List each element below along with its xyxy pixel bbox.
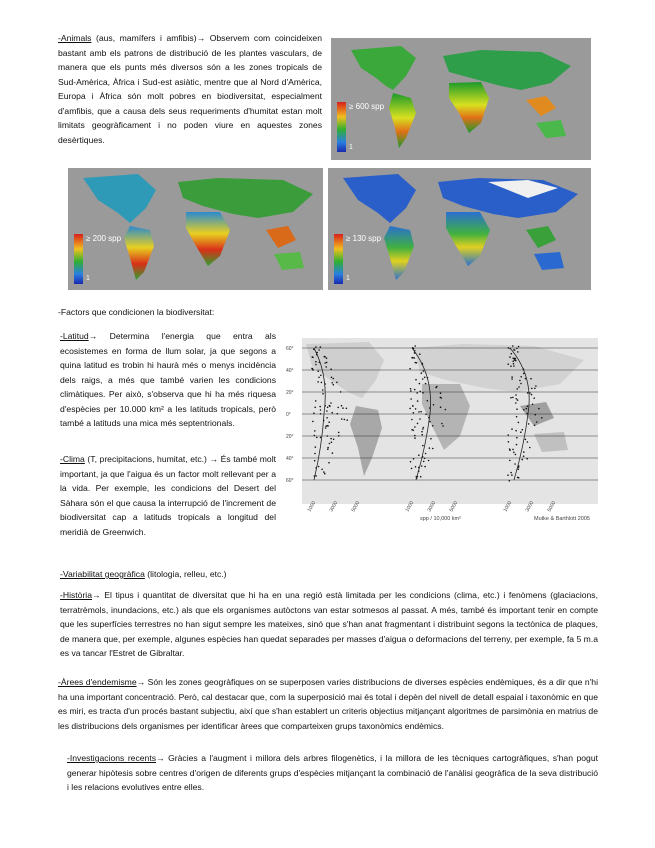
chart-point: [535, 414, 537, 416]
chart-point: [517, 351, 519, 353]
chart-point: [411, 419, 413, 421]
chart-point: [523, 451, 525, 453]
clima-paragraph: [60, 452, 276, 539]
chart-point: [411, 468, 413, 470]
chart-point: [317, 381, 319, 383]
chart-point: [509, 356, 511, 358]
chart-point: [528, 423, 530, 425]
chart-point: [320, 413, 322, 415]
chart-point: [516, 437, 518, 439]
birds-legend-max: ≥ 600 spp: [349, 102, 385, 111]
chart-point: [440, 397, 442, 399]
mammals-richness-map: [68, 168, 323, 290]
chart-point: [318, 466, 320, 468]
chart-point: [441, 423, 443, 425]
chart-point: [325, 366, 327, 368]
mammals-legend-max: ≥ 200 spp: [86, 234, 122, 243]
historia-paragraph: [60, 588, 598, 661]
chart-point: [507, 363, 509, 365]
clima-text: (T, precipitacions, humitat, etc.) → És també molt important, ja que l'aigua és un factor molt rellevant per a la vida. Per exemple, les condicions del Desert del Sàhara són el que causa la interrupció de l'increment de biodiversitat cap a latituds tropicals a longitud del meridià de Greenwich.: [60, 454, 276, 537]
chart-x-tick: 5000: [350, 500, 362, 513]
chart-point: [440, 406, 442, 408]
chart-point: [423, 427, 425, 429]
chart-point: [321, 469, 323, 471]
chart-point: [530, 378, 532, 380]
chart-point: [413, 458, 415, 460]
chart-point: [424, 377, 426, 379]
chart-point: [520, 383, 522, 385]
chart-point: [517, 399, 519, 401]
chart-point: [423, 461, 425, 463]
chart-point: [423, 370, 425, 372]
chart-point: [319, 406, 321, 408]
chart-x-tick: 3000: [328, 500, 340, 513]
chart-point: [314, 435, 316, 437]
amphibians-legend-max: ≥ 130 spp: [346, 234, 382, 243]
chart-point: [436, 386, 438, 388]
chart-point: [418, 454, 420, 456]
investigacions-paragraph: [67, 751, 598, 795]
chart-point: [336, 382, 338, 384]
chart-point: [536, 421, 538, 423]
chart-point: [422, 445, 424, 447]
chart-point: [321, 382, 323, 384]
amphibians-legend-min: 1: [346, 275, 350, 282]
chart-point: [432, 448, 434, 450]
chart-point: [315, 346, 317, 348]
investigacions-text: → Gràcies a l'augment i millora dels arbres filogenètics, i la millora de les tècniques cartogràfiques, s'han pogut generar hipòtesis sobre centres d'origen de diferents grups d'espècies mitjançant la combinació de l'anàlisi geogràfica de la seva distribució i les relacions evolutives entre elles.: [67, 753, 598, 792]
chart-point: [421, 372, 423, 374]
chart-point: [422, 378, 424, 380]
chart-point: [346, 408, 348, 410]
chart-point: [346, 419, 348, 421]
chart-point: [421, 465, 423, 467]
chart-point: [317, 371, 319, 373]
chart-point: [312, 357, 314, 359]
chart-point: [515, 358, 517, 360]
chart-point: [330, 438, 332, 440]
chart-point: [541, 417, 543, 419]
chart-credit: Mutke & Barthlott 2005: [534, 516, 590, 522]
chart-point: [414, 345, 416, 347]
chart-x-tick: 1000: [404, 500, 416, 513]
chart-point: [311, 368, 313, 370]
chart-point: [527, 392, 529, 394]
chart-point: [314, 430, 316, 432]
chart-point: [413, 412, 415, 414]
chart-y-tick: 60°: [286, 346, 294, 352]
chart-point: [429, 447, 431, 449]
birds-legend-min: 1: [349, 144, 353, 151]
chart-y-tick: 40°: [286, 456, 294, 462]
chart-point: [324, 362, 326, 364]
factors-heading: -Factors que condicionen la biodiversitat:: [58, 307, 215, 317]
chart-point: [513, 365, 515, 367]
chart-x-label: spp / 10,000 km²: [420, 516, 461, 522]
historia-text: → El tipus i quantitat de diversitat que hi ha en una regió està limitada per les condicions (clima, etc.) i fenòmens (glaciacions, terratrèmols, inundacions, etc.) als que els organismes autòctons van estar sotmesos al passat. A més, també és important tenir en compte que les superfícies terrestres no han sigut sempre les mateixes, sinó que s'han anat fragmentant i distribuint segons la tectònica de plaques, de manera que, per exemple, algunes espècies han quedat separades per masses d'aigua o deformacions del terreny, per exemple, fa 5 m.a es va tancar l'Estret de Gibraltar.: [60, 590, 598, 658]
chart-point: [314, 407, 316, 409]
chart-point: [415, 362, 417, 364]
chart-point: [331, 412, 333, 414]
chart-point: [427, 400, 429, 402]
chart-point: [410, 388, 412, 390]
amphibians-richness-map: [328, 168, 591, 290]
chart-point: [514, 349, 516, 351]
chart-point: [320, 346, 322, 348]
chart-point: [510, 365, 512, 367]
chart-point: [412, 405, 414, 407]
chart-point: [414, 357, 416, 359]
chart-point: [514, 359, 516, 361]
chart-point: [419, 383, 421, 385]
chart-point: [331, 382, 333, 384]
chart-point: [509, 460, 511, 462]
chart-point: [414, 426, 416, 428]
chart-point: [331, 377, 333, 379]
chart-point: [510, 472, 512, 474]
chart-point: [509, 449, 511, 451]
chart-point: [326, 357, 328, 359]
chart-point: [327, 425, 329, 427]
chart-point: [522, 429, 524, 431]
chart-point: [318, 377, 320, 379]
chart-point: [511, 428, 513, 430]
chart-point: [508, 441, 510, 443]
historia-heading: -Història: [60, 590, 92, 600]
chart-point: [531, 388, 533, 390]
chart-point: [512, 357, 514, 359]
chart-point: [420, 476, 422, 478]
chart-point: [527, 406, 529, 408]
latitude-chart-svg: [284, 336, 602, 530]
chart-point: [326, 362, 328, 364]
chart-point: [415, 408, 417, 410]
chart-point: [315, 446, 317, 448]
chart-point: [533, 397, 535, 399]
chart-point: [525, 439, 527, 441]
chart-point: [518, 346, 520, 348]
chart-y-tick: 20°: [286, 434, 294, 440]
chart-point: [330, 368, 332, 370]
chart-point: [428, 460, 430, 462]
chart-point: [315, 364, 317, 366]
chart-x-tick: 5000: [448, 500, 460, 513]
chart-point: [329, 405, 331, 407]
chart-point: [322, 389, 324, 391]
chart-point: [422, 392, 424, 394]
endemisme-text: → Són les zones geogràfiques on se superposen varies distribucions de diverses espècies endèmiques, és a dir que n'hi ha una important concentració. Però, cal destacar que, com la superposició mai és total i depèn del nivell de detall espaial i taxonòmic en que es miri, es tracta d'un procés bastant subjectiu, així que s'han establert un criteris objectius mitjançant algoritmes de parsimònia en matrius de les distribucions dels organismes per identificar àrees que comparteixen grups taxonòmics endèmics.: [58, 677, 598, 731]
chart-point: [422, 428, 424, 430]
chart-point: [326, 410, 328, 412]
chart-point: [527, 441, 529, 443]
chart-point: [420, 411, 422, 413]
chart-point: [535, 385, 537, 387]
chart-point: [315, 361, 317, 363]
chart-point: [523, 373, 525, 375]
chart-point: [526, 408, 528, 410]
chart-point: [328, 421, 330, 423]
chart-point: [520, 431, 522, 433]
chart-point: [516, 444, 518, 446]
chart-point: [518, 468, 520, 470]
chart-point: [518, 422, 520, 424]
chart-point: [511, 376, 513, 378]
chart-point: [516, 416, 518, 418]
chart-point: [424, 458, 426, 460]
chart-point: [523, 409, 525, 411]
chart-point: [316, 437, 318, 439]
chart-point: [341, 405, 343, 407]
chart-point: [333, 378, 335, 380]
chart-point: [538, 408, 540, 410]
mammals-legend-min: 1: [86, 275, 90, 282]
chart-y-tick: 40°: [286, 368, 294, 374]
chart-point: [425, 453, 427, 455]
chart-point: [516, 408, 518, 410]
chart-point: [340, 391, 342, 393]
chart-y-tick: 0°: [286, 412, 291, 418]
chart-point: [511, 353, 513, 355]
chart-point: [411, 357, 413, 359]
chart-point: [417, 400, 419, 402]
chart-point: [518, 477, 520, 479]
chart-point: [511, 474, 513, 476]
chart-point: [516, 348, 518, 350]
chart-point: [313, 412, 315, 414]
chart-point: [337, 407, 339, 409]
latitud-text: → Determina l'energia que entra als ecosistemes en forma de llum solar, ja que segons a quina latitud es trobin hi haurà més o menys incidència dels raigs, a més que també varien les condicions climàtiques. Per això, s'observa que hi ha més riquesa d'espècies per 10.000 km² a les latituds tropicals, però també a latituds una mica més septentrionals.: [60, 331, 276, 428]
chart-point: [529, 447, 531, 449]
chart-point: [416, 392, 418, 394]
chart-point: [344, 419, 346, 421]
chart-point: [314, 460, 316, 462]
chart-point: [532, 404, 534, 406]
chart-point: [318, 349, 320, 351]
chart-point: [338, 435, 340, 437]
animals-heading: -Animals: [58, 33, 92, 43]
chart-point: [315, 475, 317, 477]
chart-point: [430, 438, 432, 440]
chart-point: [515, 394, 517, 396]
chart-point: [341, 418, 343, 420]
chart-point: [508, 347, 510, 349]
chart-point: [331, 441, 333, 443]
chart-point: [415, 379, 417, 381]
chart-point: [338, 432, 340, 434]
chart-y-tick: 60°: [286, 478, 294, 484]
chart-point: [320, 409, 322, 411]
chart-point: [312, 421, 314, 423]
chart-point: [433, 404, 435, 406]
chart-point: [509, 480, 511, 482]
chart-point: [425, 383, 427, 385]
variabilitat-paragraph: [60, 567, 460, 582]
chart-point: [510, 397, 512, 399]
chart-point: [320, 375, 322, 377]
chart-point: [415, 466, 417, 468]
chart-y-tick: 20°: [286, 390, 294, 396]
chart-point: [333, 384, 335, 386]
chart-point: [445, 409, 447, 411]
chart-point: [515, 402, 517, 404]
animals-paragraph: [58, 31, 322, 147]
chart-point: [442, 425, 444, 427]
chart-point: [315, 400, 317, 402]
chart-point: [322, 393, 324, 395]
chart-point: [424, 466, 426, 468]
chart-point: [432, 425, 434, 427]
chart-point: [419, 353, 421, 355]
chart-point: [409, 408, 411, 410]
clima-heading: -Clima: [60, 454, 85, 464]
chart-point: [534, 425, 536, 427]
chart-point: [324, 356, 326, 358]
chart-point: [421, 434, 423, 436]
chart-point: [419, 418, 421, 420]
chart-x-tick: 1000: [502, 500, 514, 513]
chart-point: [507, 474, 509, 476]
chart-point: [519, 380, 521, 382]
chart-point: [531, 394, 533, 396]
chart-point: [440, 392, 442, 394]
chart-point: [327, 448, 329, 450]
chart-point: [523, 455, 525, 457]
chart-point: [414, 389, 416, 391]
chart-point: [337, 413, 339, 415]
chart-point: [328, 462, 330, 464]
endemisme-paragraph: [58, 675, 598, 733]
chart-point: [330, 402, 332, 404]
chart-point: [410, 461, 412, 463]
chart-point: [511, 378, 513, 380]
chart-point: [329, 443, 331, 445]
latitud-paragraph: [60, 329, 276, 431]
investigacions-heading: -Investigacions recents: [67, 753, 156, 763]
chart-point: [513, 363, 515, 365]
chart-point: [410, 398, 412, 400]
chart-point: [327, 407, 329, 409]
chart-point: [526, 458, 528, 460]
chart-point: [418, 411, 420, 413]
chart-point: [512, 449, 514, 451]
chart-point: [324, 473, 326, 475]
chart-point: [512, 345, 514, 347]
chart-point: [516, 388, 518, 390]
chart-point: [320, 437, 322, 439]
chart-x-tick: 3000: [524, 500, 536, 513]
chart-point: [414, 435, 416, 437]
chart-point: [515, 430, 517, 432]
chart-point: [409, 368, 411, 370]
chart-point: [514, 463, 516, 465]
chart-point: [534, 388, 536, 390]
chart-point: [411, 429, 413, 431]
chart-x-tick: 3000: [426, 500, 438, 513]
chart-point: [513, 452, 515, 454]
chart-point: [325, 427, 327, 429]
animals-text: (aus, mamífers i amfibis)→ Observem com coincideixen bastant amb els patrons de distribució de les plantes vasculars, de manera que els punts més diversos són a les zones tropicals de Sud-Amèrica, Àfrica i Sud-est asiàtic, mentre que al Nord d'Amèrica, Europa i Àfrica són molt pobres en biodiversitat, especialment d'amfibis, que a causa dels seus requeriments d'humitat estan molt limitats geogràficament i no poden viure en aquestes zones desèrtiques.: [58, 33, 322, 145]
chart-point: [327, 435, 329, 437]
chart-point: [333, 439, 335, 441]
chart-point: [518, 386, 520, 388]
chart-point: [507, 434, 509, 436]
chart-point: [516, 398, 518, 400]
chart-point: [314, 453, 316, 455]
chart-point: [419, 391, 421, 393]
chart-point: [410, 390, 412, 392]
endemisme-heading: -Àrees d'endemisme: [58, 677, 137, 687]
chart-point: [342, 407, 344, 409]
chart-x-tick: 5000: [546, 500, 558, 513]
birds-richness-map: [331, 38, 591, 160]
chart-point: [515, 454, 517, 456]
variabilitat-text: (litologia, relleu, etc.): [144, 569, 227, 579]
chart-x-tick: 1000: [306, 500, 318, 513]
chart-point: [417, 423, 419, 425]
chart-point: [425, 414, 427, 416]
chart-point: [421, 431, 423, 433]
latitud-heading: -Latitud: [60, 331, 89, 341]
chart-point: [326, 417, 328, 419]
chart-point: [327, 447, 329, 449]
chart-point: [521, 459, 523, 461]
variabilitat-heading: -Variabilitat geogràfica: [60, 569, 145, 579]
chart-point: [512, 397, 514, 399]
chart-point: [520, 376, 522, 378]
chart-point: [323, 471, 325, 473]
chart-point: [414, 437, 416, 439]
chart-point: [332, 452, 334, 454]
latitude-richness-chart: [284, 336, 602, 530]
chart-point: [512, 361, 514, 363]
